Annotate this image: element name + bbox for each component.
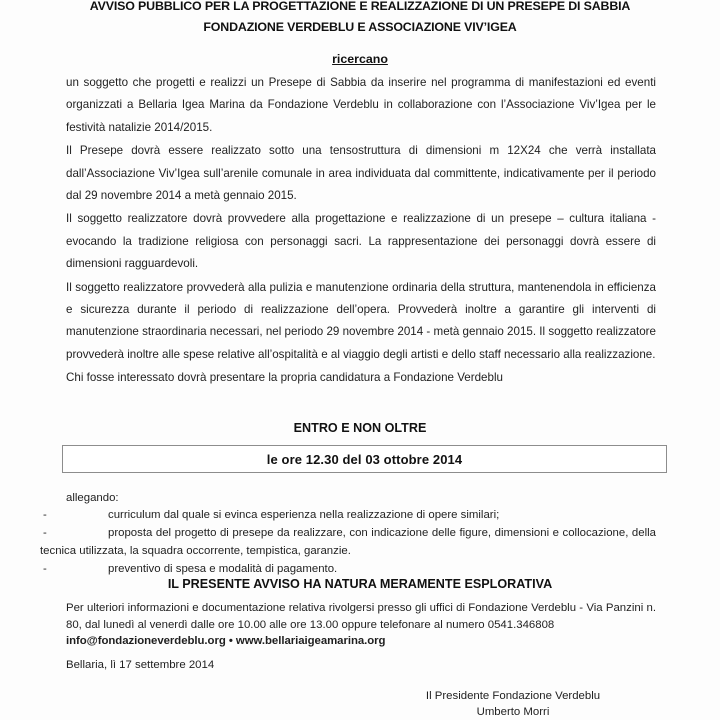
document-header [0,0,720,66]
paragraph-5: Chi fosse interessato dovrà presentare la propria candidatura a Fondazione Verdeblu [66,371,503,385]
body-paragraphs [66,72,656,390]
ricercano-heading: ricercano [332,52,388,66]
list-item [40,506,656,524]
contacts-email-website: info@fondazioneverdeblu.org • www.bellariaigeamarina.org [66,635,386,648]
dash-marker: - [43,563,47,575]
list-item-label: curriculum dal quale si evinca esperienza nella realizzazione di opere similari; [108,509,500,521]
list-item [40,560,656,578]
notice-heading: IL PRESENTE AVVISO HA NATURA MERAMENTE ESPLORATIVA [167,577,553,591]
paragraph-2: Il Presepe dovrà essere realizzato sotto una tensostruttura di dimensioni m 12X24 che verrà installata dall’Associazione Viv’Igea sull’arenile comunale in area individuata dal committente, indicativamente per il periodo dal 29 novembre 2014 a metà gennaio 2015. [66,144,656,203]
paragraph-4: Il soggetto realizzatore provvederà alla pulizia e manutenzione ordinaria della struttura, mantenendola in efficienza e sicurezza durante il periodo di realizzazione dell’opera. Provvederà inoltre a garantire gli interventi di manutenzione straordinaria necessari, nel periodo 29 novembre 2014 - metà gennaio 2015. Il soggetto realizzatore provvederà inoltre alle spese relative all’ospitalità e al viaggio degli artisti e dello staff necessario alla realizzazione. [66,280,656,361]
attachments-list [40,506,656,578]
deadline-heading: ENTRO E NON OLTRE [293,421,427,435]
place-and-date: Bellaria, lì 17 settembre 2014 [66,659,215,671]
signatory-role: Il Presidente Fondazione Verdeblu [425,690,601,702]
contacts-block [66,600,656,650]
list-item [40,524,656,560]
list-item-label: proposta del progetto di presepe da realizzare, con indicazione delle figure, dimensioni e collocazione, della tecnica utilizzata, la squadra occorrente, tempistica, garanzie. [40,527,656,557]
paragraph-1: un soggetto che progetti e realizzi un Presepe di Sabbia da inserire nel programma di manifestazioni ed eventi organizzati a Bellaria Igea Marina da Fondazione Verdeblu in collaborazione con l’Associazione Viv’Igea per le festività natalizie 2014/2015. [66,76,656,134]
attachments-intro: allegando: [66,492,119,504]
deadline-box [62,445,667,473]
dash-marker: - [43,509,47,521]
dash-marker: - [43,527,47,539]
page-title-line-1: AVVISO PUBBLICO PER LA PROGETTAZIONE E REALIZZAZIONE DI UN PRESEPE DI SABBIA [89,0,631,13]
signatory-name: Umberto Morri [476,706,550,718]
signature-block [373,688,653,720]
page-title-line-2: FONDAZIONE VERDEBLU E ASSOCIAZIONE VIV’IGEA [203,20,517,34]
contacts-info-text: Per ulteriori informazioni e documentazione relativa rivolgersi presso gli uffici di Fondazione Verdeblu - Via Panzini n. 80, dal lunedì al venerdì dalle ore 10.00 alle ore 13.00 oppure telefonare al numero 0541.346808 [66,602,656,631]
paragraph-3: Il soggetto realizzatore dovrà provvedere alla progettazione e realizzazione di un presepe – cultura italiana - evocando la tradizione religiosa con personaggi sacri. La rappresentazione dei personaggi dovrà essere di dimensioni ragguardevoli. [66,212,656,271]
deadline-value: le ore 12.30 del 03 ottobre 2014 [266,451,463,467]
list-item-label: preventivo di spesa e modalità di pagamento. [108,563,338,575]
